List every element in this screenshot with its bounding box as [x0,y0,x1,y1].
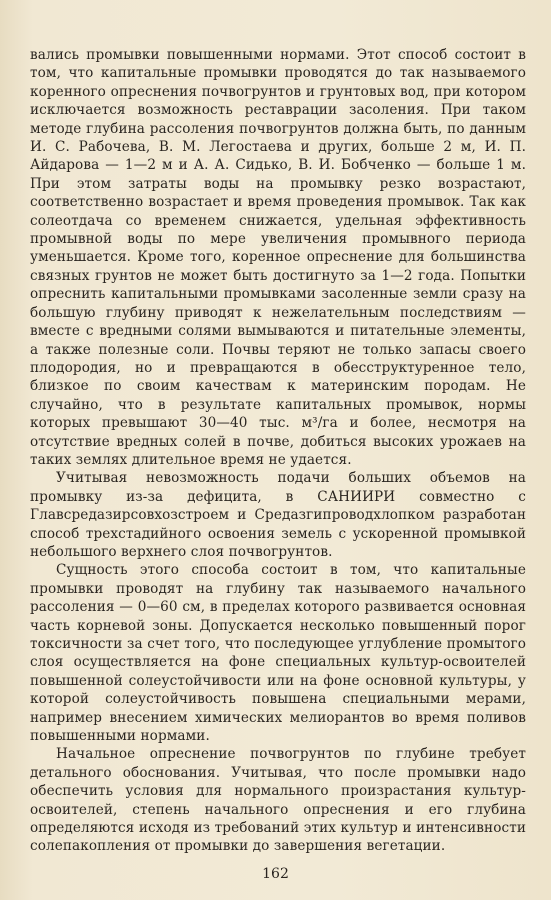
paragraph-continued: вались промывки повышенными нормами. Этот способ состоит в том, что капитальные промывки проводятся до так называемого коренного опреснения почвогрунтов и грунтовых вод, при котором исключается возможность реставрации засоления. При таком методе глубина рассоления почвогрунтов должна быть, по данным И. С. Рабочева, В. М. Легостаева и других, больше 2 м, И. П. Айдарова — 1—2 м и А. А. Сидько, В. И. Бобченко — больше 1 м. При этом затраты воды на промывку резко возрастают, соответственно возрастает и время проведения промывок. Так как солеотдача со временем снижается, удельная эффективность промывной воды по мере увеличения промывного периода уменьшается. Кроме того, коренное опреснение для большинства связных грунтов не может быть достигнуто за 1—2 года. Попытки опреснить капитальными промывками засоленные земли сразу на большую глубину приводят к нежелательным последствиям — вместе с вредными солями вымываются и питательные элементы, а также полезные соли. Почвы теряют не только запасы своего плодородия, но и превращаются в обесструктуренное тело, близкое по своим качествам к материнским породам. Не случайно, что в результате капитальных промывок, нормы которых превышают 30—40 тыс. м³/га и более, несмотря на отсутствие вредных солей в почве, добиться высоких урожаев на таких землях длительное время не удается. [30,47,526,468]
paragraph: Начальное опреснение почвогрунтов по глубине требует детального обоснования. Учитывая, что после промывки надо обеспечить условия для нормального произрастания культур-освоителей, степень начального опреснения и его глубина определяются исходя из требований этих культур и интенсивности солепакопления от промывки до завершения вегетации. [30,746,526,855]
body-text [30,46,526,856]
page-number: 162 [262,866,289,882]
paragraph: Учитывая невозможность подачи больших объемов на промывку из-за дефицита, в САНИИРИ совместно с Главсредазирсовхозстроем и Средазгипроводхлопком разработан способ трехстадийного освоения земель с ускоренной промывкой небольшого верхнего слоя почвогрунтов. [30,470,526,560]
paragraph: Сущность этого способа состоит в том, что капитальные промывки проводят на глубину так называемого начального рассоления — 0—60 см, в пределах которого развивается основная часть корневой зоны. Допускается несколько повышенный порог токсичности за счет того, что последующее углубление промытого слоя осуществляется на фоне специальных культур-освоителей повышенной солеустойчивости или на фоне основной культуры, у которой солеустойчивость повышена специальными мерами, например внесением химических мелиорантов во время поливов повышенными нормами. [30,562,526,745]
